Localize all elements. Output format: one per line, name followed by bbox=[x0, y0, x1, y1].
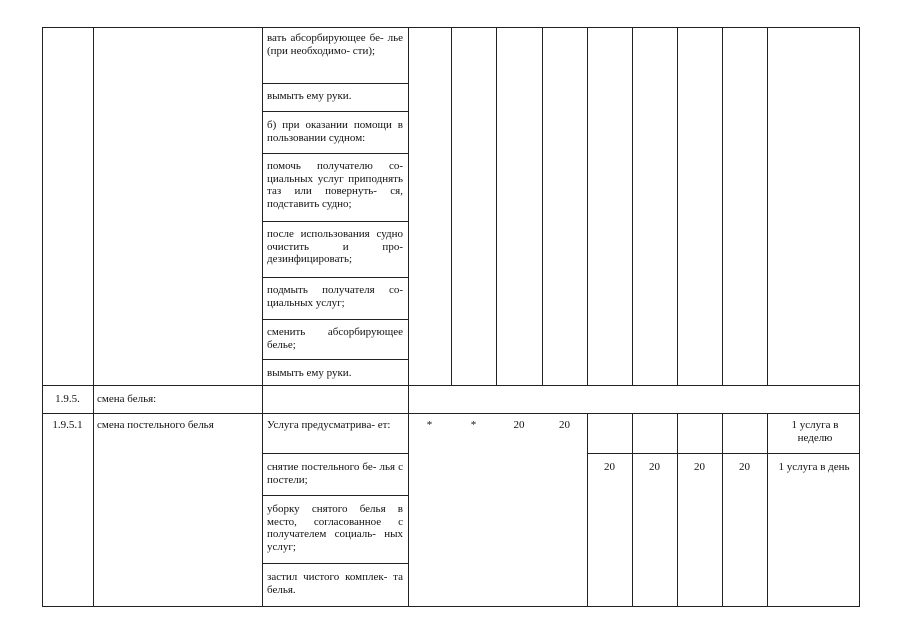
row-sep-1-9-5 bbox=[42, 385, 860, 386]
col-divider-7b bbox=[677, 413, 678, 607]
desc-sep-2 bbox=[262, 111, 409, 112]
desc-cell: Услуга предусматрива- ет: bbox=[267, 419, 391, 431]
desc-sep-3 bbox=[262, 153, 409, 154]
col-divider-number bbox=[93, 27, 94, 607]
value-cell: * bbox=[426, 419, 433, 431]
desc-cell: застил чистого комплек- та белья. bbox=[267, 571, 403, 596]
desc-cell: б) при оказании помощи в пользовании судном: bbox=[267, 119, 403, 144]
desc-cell: вымыть ему руки. bbox=[267, 367, 352, 379]
row-number: 1.9.5.1 bbox=[52, 419, 83, 431]
col-divider-4 bbox=[587, 27, 588, 385]
col-divider-8b bbox=[722, 413, 723, 607]
col-divider-5b bbox=[587, 413, 588, 607]
desc-sep-10 bbox=[262, 495, 409, 496]
frequency-cell: 1 услуга в день bbox=[778, 461, 850, 473]
value-cell: 20 bbox=[694, 461, 705, 473]
desc-sep-1 bbox=[262, 83, 409, 84]
service-name: смена постельного белья bbox=[97, 419, 214, 431]
value-cell: 20 bbox=[739, 461, 750, 473]
desc-cell: вать абсорбирующее бе- лье (при необходимо- сти); bbox=[267, 32, 403, 57]
desc-cell: подмыть получателя со- циальных услуг; bbox=[267, 284, 403, 309]
desc-sep-6 bbox=[262, 319, 409, 320]
services-table bbox=[42, 27, 860, 607]
row-sep-1-9-5-1 bbox=[42, 413, 860, 414]
desc-sep-5 bbox=[262, 277, 409, 278]
desc-cell: уборку снятого белья в место, согласованное с получателем социаль- ных услуг; bbox=[267, 503, 403, 553]
service-name: смена белья: bbox=[97, 393, 157, 405]
col-divider-3 bbox=[542, 27, 543, 385]
row-number: 1.9.5. bbox=[55, 393, 80, 405]
col-divider-7 bbox=[722, 27, 723, 385]
desc-cell: после использования судно очистить и про- дезинфицировать; bbox=[267, 228, 403, 266]
desc-cell: снятие постельного бе- лья с постели; bbox=[267, 461, 403, 486]
col-divider-9 bbox=[767, 27, 768, 385]
value-cell: 20 bbox=[559, 419, 570, 431]
value-cell: 20 bbox=[649, 461, 660, 473]
col-divider-1 bbox=[451, 27, 452, 385]
value-cell: * bbox=[470, 419, 477, 431]
desc-cell: вымыть ему руки. bbox=[267, 90, 352, 102]
desc-sep-11 bbox=[262, 563, 409, 564]
desc-cell: помочь получателю со- циальных услуг приподнять таз или повернуть- ся, подставить судно; bbox=[267, 160, 403, 210]
desc-sep-4 bbox=[262, 221, 409, 222]
col-divider-9b bbox=[767, 413, 768, 607]
desc-sep-9 bbox=[262, 453, 409, 454]
col-divider-6b bbox=[632, 413, 633, 607]
col-divider-5 bbox=[632, 27, 633, 385]
table-border-left bbox=[42, 27, 43, 607]
col-divider-desc bbox=[408, 27, 409, 607]
desc-sep-7 bbox=[262, 359, 409, 360]
desc-cell: сменить абсорбирующее белье; bbox=[267, 326, 403, 351]
frequency-cell: 1 услуга в неделю bbox=[791, 419, 839, 444]
value-cell: 20 bbox=[604, 461, 615, 473]
table-border-right bbox=[859, 27, 860, 607]
col-divider-2 bbox=[496, 27, 497, 385]
col-divider-6 bbox=[677, 27, 678, 385]
daily-sep bbox=[587, 453, 860, 454]
table-border-bottom bbox=[42, 606, 860, 607]
value-cell: 20 bbox=[513, 419, 525, 431]
table-border-top bbox=[42, 27, 860, 28]
